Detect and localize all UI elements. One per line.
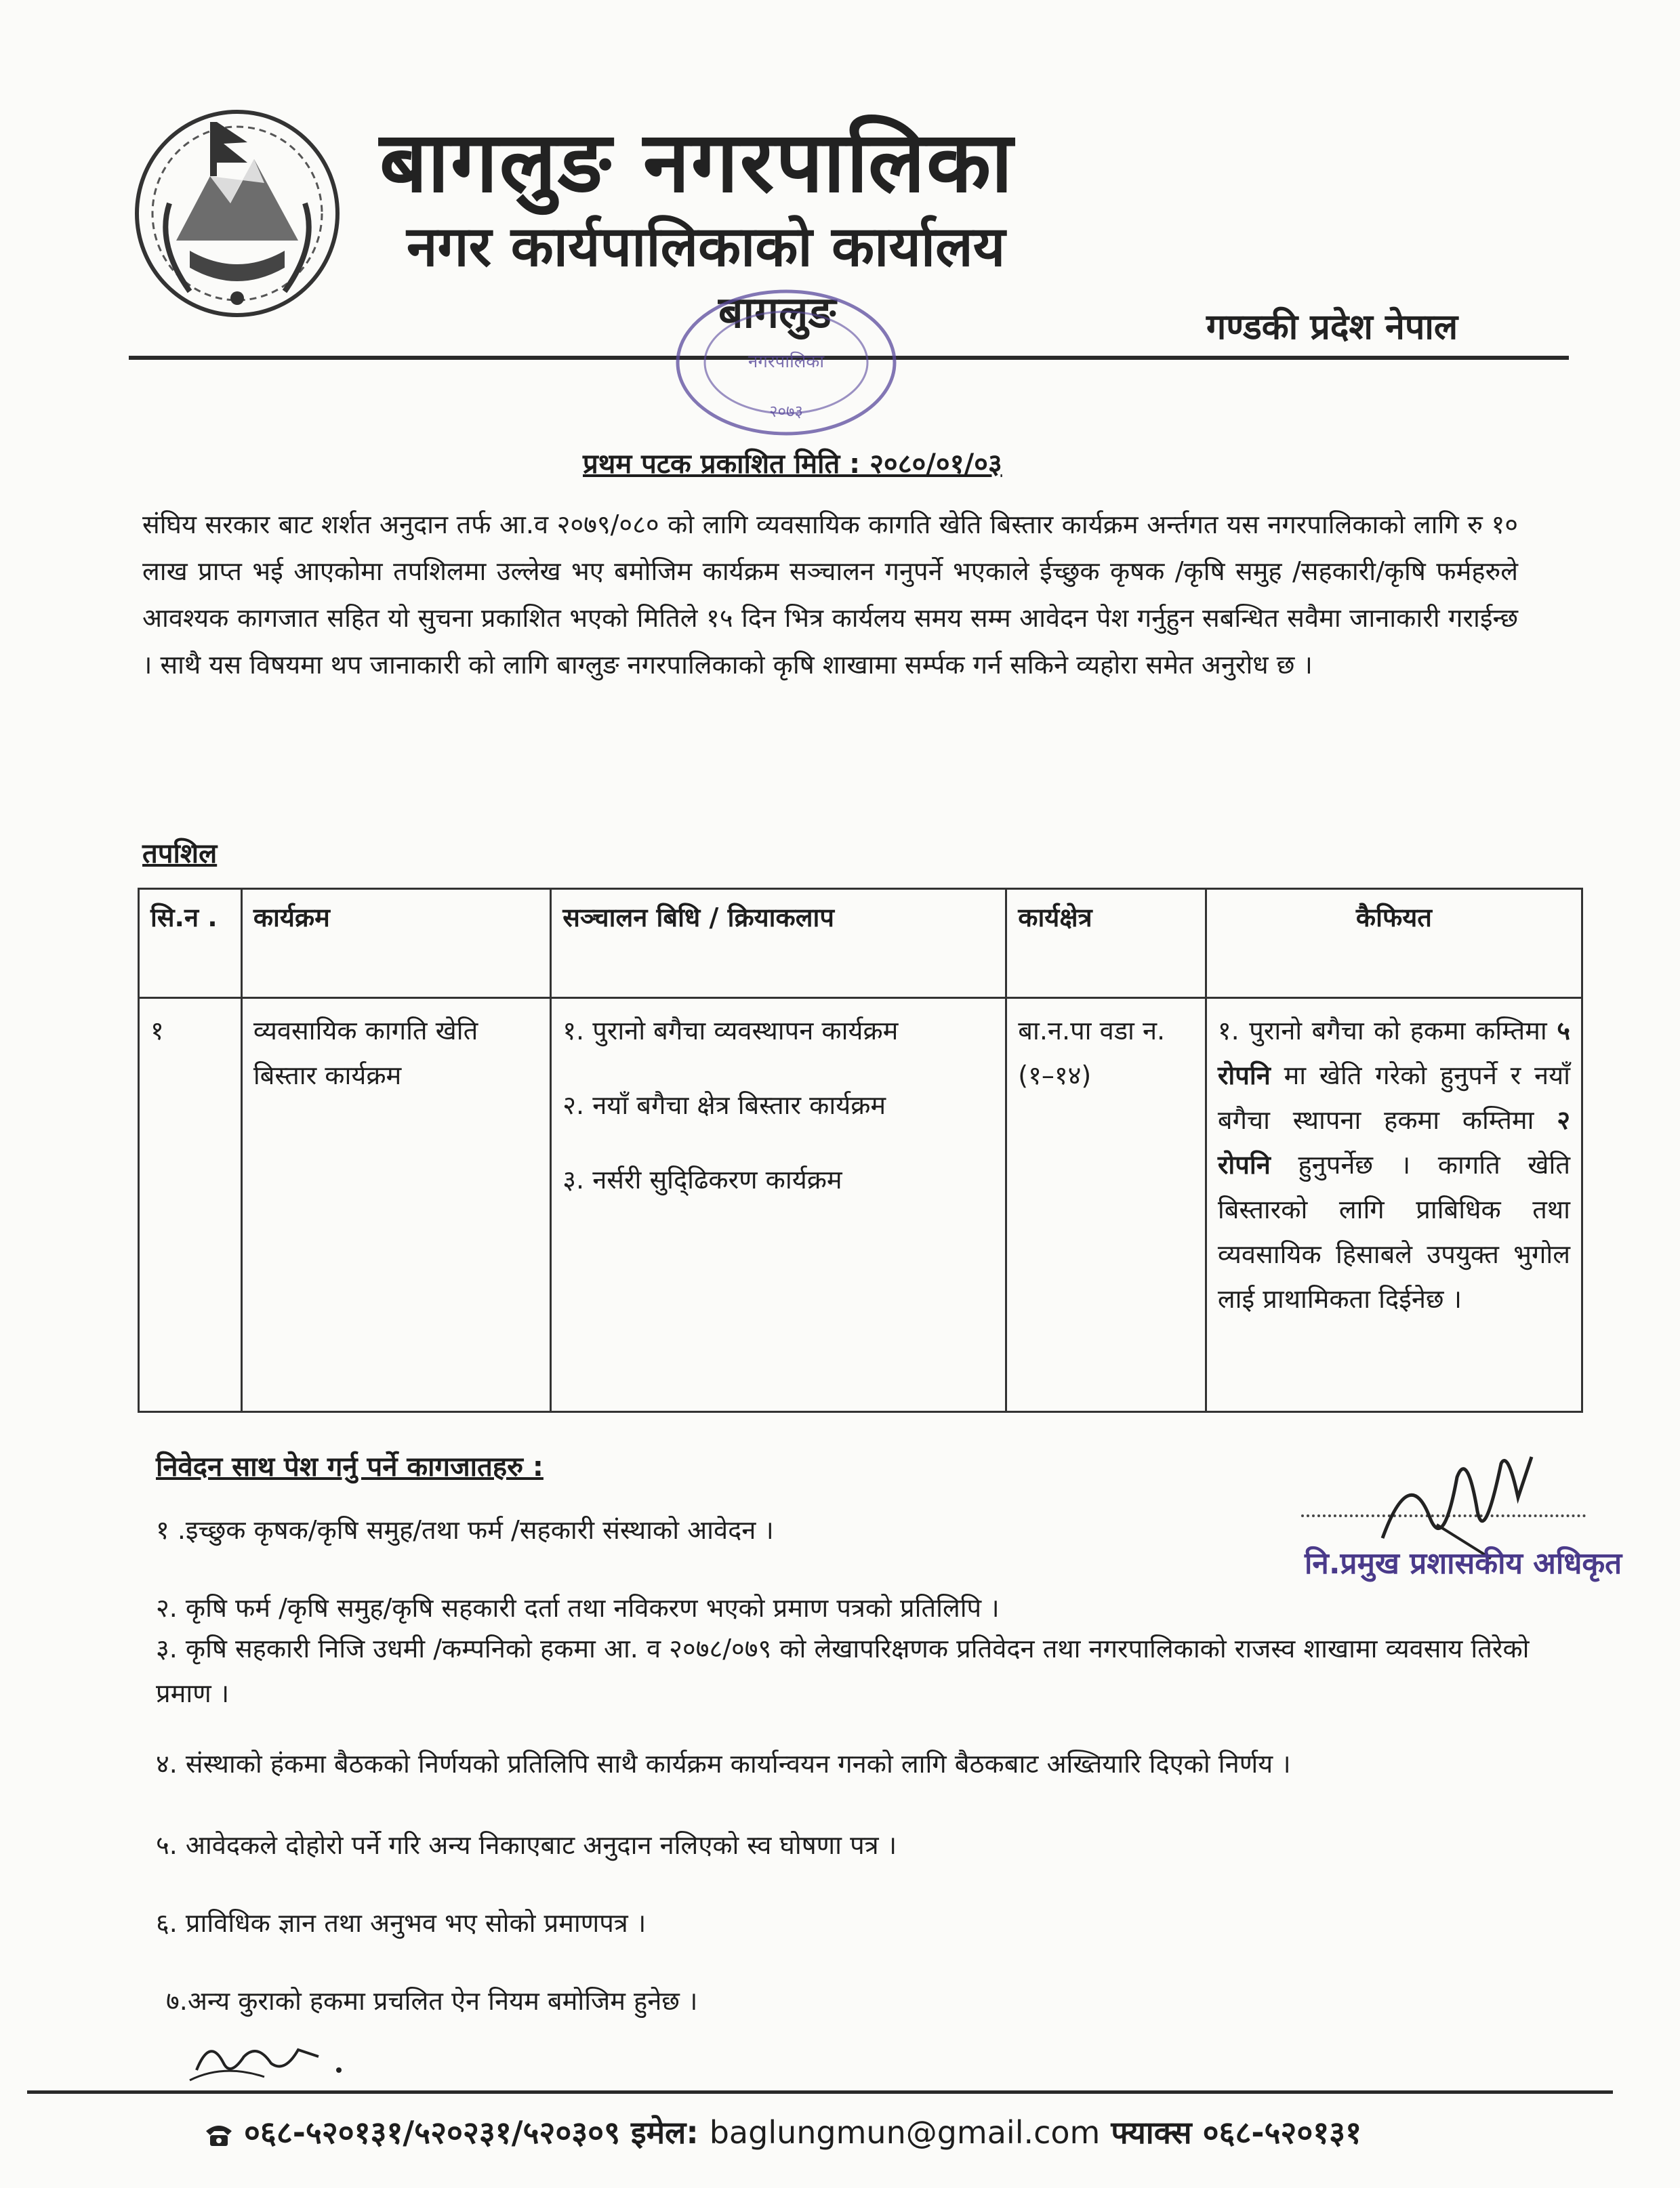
footer-contact [203,2111,1361,2153]
footer-divider [27,2090,1613,2094]
table-row [139,998,1582,1412]
details-section-label: तपशिल [142,838,218,869]
document-item: १ .इच्छुक कृषक/कृषि समुह/तथा फर्म /सहकारी संस्थाको आवेदन । [156,1515,774,1545]
cell-serial-number: १ [139,998,242,1412]
method-item: २. नयाँ बगैचा क्षेत्र बिस्तार कार्यक्रम [562,1090,886,1120]
header-remark: कैफियत [1206,889,1582,998]
svg-text:नगरपालिका: नगरपालिका [747,352,825,372]
method-item: ३. नर्सरी सुदि्ढिकरण कार्यक्रम [562,1165,842,1195]
method-item: १. पुरानो बगैचा व्यवस्थापन कार्यक्रम [562,1016,899,1046]
cell-work-area: बा.न.पा वडा न. (१–१४) [1006,998,1206,1412]
cell-remark [1206,998,1582,1412]
document-item: ५. आवेदकले दोहोरो पर्ने गरि अन्य निकाएबाट अनुदान नलिएको स्व घोषणा पत्र । [156,1830,897,1860]
published-date: प्रथम पटक प्रकाशित मिति : २०८०/०१/०३ [583,449,1002,480]
svg-text:२०७३: २०७३ [769,402,803,421]
header-serial-number: सि.न . [139,889,242,998]
office-subtitle: नगर कार्यपालिकाको कार्यालय [407,215,1006,279]
remark-text: १. पुरानो बगैचा को हकमा कम्तिमा [1217,1016,1547,1046]
header-method: सञ्चालन बिधि / क्रियाकलाप [551,889,1006,998]
initials-signature-icon [183,2023,359,2090]
document-item: ३. कृषि सहकारी निजि उधमी /कम्पनिको हकमा आ. व २०७८/०७९ को लेखापरिक्षणक प्रतिवेदन तथा नगरपालिकाको राजस्व शाखामा व्यवसाय तिरेको प्रमाण । [156,1634,1530,1708]
province-label: गण्डकी प्रदेश नेपाल [1206,307,1458,348]
notice-body: संघिय सरकार बाट शर्शत अनुदान तर्फ आ.व २०७९/०८० को लागि व्यवसायिक कागति खेति बिस्तार कार्यक्रम अर्न्तगत यस नगरपालिकाको लागि रु १० लाख प्राप्त भई आएकोमा तपशिलमा उल्लेख भए बमोजिम कार्यक्रम सञ्चालन गनुपर्ने भएकाले ईच्छुक कृषक /कृषि समुह /सहकारी/कृषि फर्महरुले आवश्यक कागजात सहित यो सुचना प्रकाशित भएको मितिले १५ दिन भित्र कार्यलय समय सम्म आवेदन पेश गर्नुहुन सबन्धित सवैमा जानाकारी गराईन्छ । साथै यस विषयमा थप जानाकारी को लागि बाग्लुङ नगरपालिकाको कृषि शाखामा सर्म्पक गर्न सकिने व्यहोरा समेत अनुरोध छ । [142,510,1518,680]
office-seal-stamp-icon [671,285,901,440]
officer-title: नि.प्रमुख प्रशासकीय अधिकृत [1305,1546,1622,1581]
cell-methods [551,998,1006,1412]
cell-program: व्यवसायिक कागति खेति बिस्तार कार्यक्रम [241,998,550,1412]
location-name: बागलुङ [718,288,836,338]
document-item: २. कृषि फर्म /कृषि समुह/कृषि सहकारी दर्ता तथा नविकरण भएको प्रमाण पत्रको प्रतिलिपि । [156,1593,1000,1623]
header-work-area: कार्यक्षेत्र [1006,889,1206,998]
municipality-title: बागलुङ नगरपालिका [380,114,1015,211]
document-item: ६. प्राविधिक ज्ञान तथा अनुभव भए सोको प्रमाणपत्र । [156,1908,647,1938]
remark-bold: ५ रोपनि [1217,1016,1570,1090]
footer-fax-label: फ्याक्स [1111,2114,1192,2151]
document-item: ४. संस्थाको हंकमा बैठकको निर्णयको प्रतिलिपि साथै कार्यक्रम कार्यान्वयन गनको लागि बैठकबाट अख्तियारि दिएको निर्णय । [156,1749,1291,1779]
footer-fax: ०६८-५२०१३१ [1202,2114,1361,2151]
footer-email: baglungmun@gmail.com [709,2114,1101,2151]
footer-phones: ०६८-५२०१३१/५२०२३१/५२०३०९ [244,2114,621,2151]
program-table [138,888,1583,1413]
remark-text: मा खेति गरेको हुनुपर्ने र नयाँ बगैचा स्थापना हकमा कम्तिमा [1217,1060,1570,1135]
table-header-row [139,889,1582,998]
header-program: कार्यक्रम [241,889,550,998]
footer-email-label: इमेल: [631,2114,699,2151]
telephone-icon [203,2122,234,2149]
remark-bold: २ रोपनि [1217,1105,1570,1180]
nepal-government-emblem-icon [129,95,346,318]
required-documents-heading: निवेदन साथ पेश गर्नु पर्ने कागजातहरु : [156,1451,544,1483]
document-item: ७.अन्य कुराको हकमा प्रचलित ऐन नियम बमोजिम हुनेछ । [166,1986,698,2016]
remark-text: हुनुपर्नेछ । कागति खेति बिस्तारको लागि प्राबिधिक तथा व्यवसायिक हिसाबले उपयुक्त भुगोल लाई प्राथामिकता दिईनेछ । [1217,1150,1570,1314]
